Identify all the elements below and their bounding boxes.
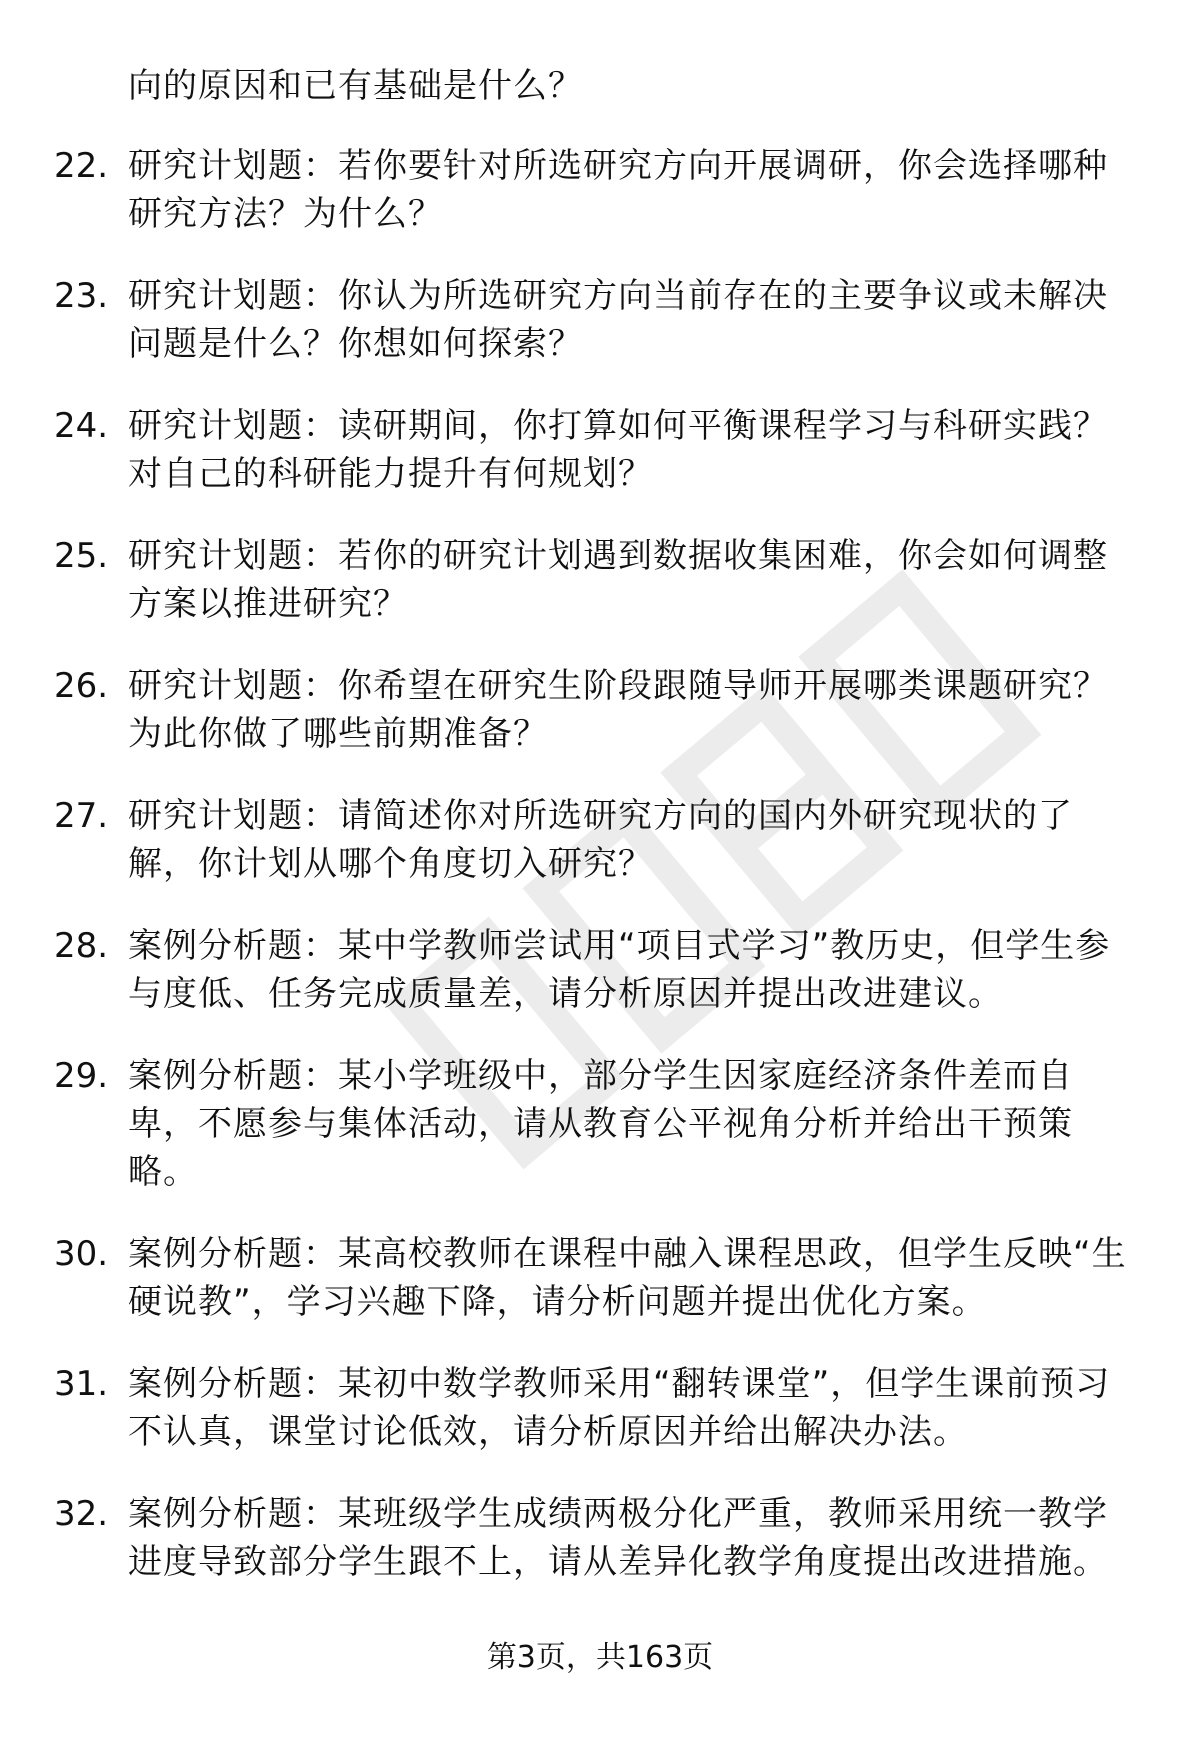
question-number: 30. [54,1234,109,1274]
question-number: 24. [54,406,109,446]
question-text: 研究计划题：请简述你对所选研究方向的国内外研究现状的了解，你计划从哪个角度切入研究？ [128,796,1073,884]
question-text: 研究计划题：若你的研究计划遇到数据收集困难，你会如何调整方案以推进研究？ [128,536,1108,624]
question-number: 22. [54,146,109,186]
question-text: 案例分析题：某高校教师在课程中融入课程思政，但学生反映“生硬说教”，学习兴趣下降，请分析问题并提出优化方案。 [128,1234,1127,1322]
question-number: 31. [54,1364,109,1404]
question-number: 23. [54,276,109,316]
question-number: 28. [54,926,109,966]
question-item [0,1490,1200,1586]
question-item [0,1052,1200,1196]
question-item [0,402,1200,498]
question-item [0,272,1200,368]
question-item [0,142,1200,238]
continuation-text: 向的原因和已有基础是什么？ [128,66,583,106]
question-item [0,792,1200,888]
question-item [0,922,1200,1018]
question-text: 研究计划题：若你要针对所选研究方向开展调研，你会选择哪种研究方法？为什么？ [128,146,1108,234]
question-number: 27. [54,796,109,836]
question-list [0,142,1200,1620]
question-item [0,662,1200,758]
question-item [0,532,1200,628]
question-item [0,1230,1200,1326]
page-footer: 第3页，共163页 [486,1640,714,1675]
question-item [0,1360,1200,1456]
question-number: 29. [54,1056,109,1096]
question-text: 案例分析题：某班级学生成绩两极分化严重，教师采用统一教学进度导致部分学生跟不上，请从差异化教学角度提出改进措施。 [128,1494,1108,1582]
question-text: 案例分析题：某小学班级中，部分学生因家庭经济条件差而自卑，不愿参与集体活动，请从教育公平视角分析并给出干预策略。 [128,1056,1073,1192]
question-number: 25. [54,536,109,576]
question-text: 案例分析题：某中学教师尝试用“项目式学习”教历史，但学生参与度低、任务完成质量差，请分析原因并提出改进建议。 [128,926,1111,1014]
question-text: 研究计划题：读研期间，你打算如何平衡课程学习与科研实践？对自己的科研能力提升有何规划？ [128,406,1108,494]
question-number: 32. [54,1494,109,1534]
question-text: 案例分析题：某初中数学教师采用“翻转课堂”，但学生课前预习不认真，课堂讨论低效，请分析原因并给出解决办法。 [128,1364,1111,1452]
question-number: 26. [54,666,109,706]
question-text: 研究计划题：你希望在研究生阶段跟随导师开展哪类课题研究？为此你做了哪些前期准备？ [128,666,1108,754]
question-text: 研究计划题：你认为所选研究方向当前存在的主要争议或未解决问题是什么？你想如何探索？ [128,276,1108,364]
